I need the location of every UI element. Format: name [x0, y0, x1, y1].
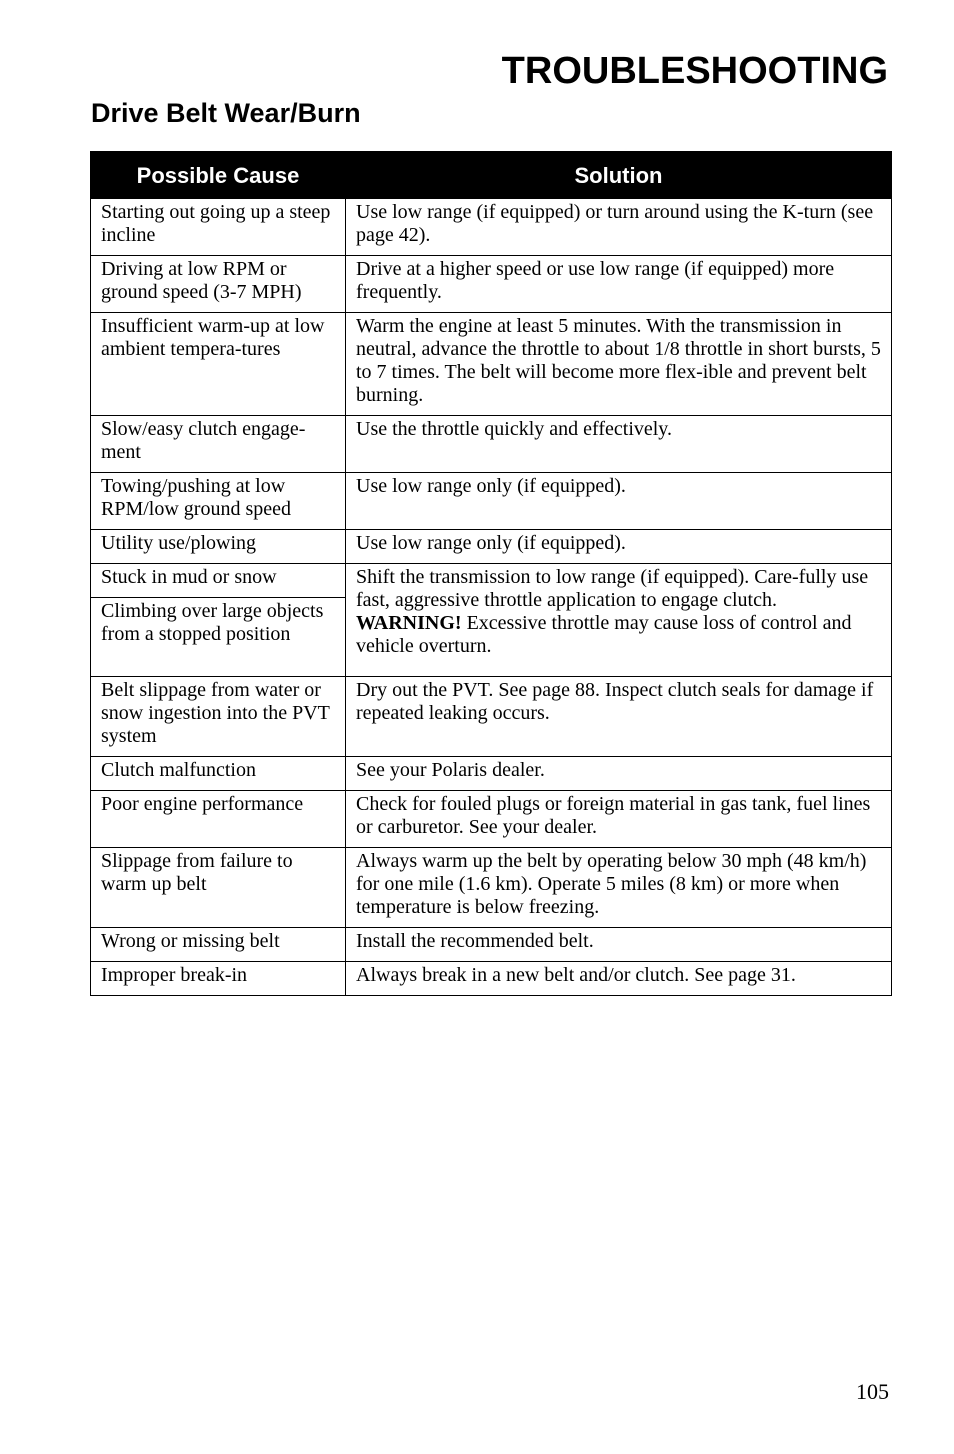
cause-cell: Driving at low RPM or ground speed (3-7 MPH) — [91, 256, 346, 313]
warning-label: WARNING! — [356, 612, 462, 634]
solution-cell — [346, 564, 892, 677]
cause-cell: Wrong or missing belt — [91, 928, 346, 962]
solution-text: Shift the transmission to low range (if equipped). Care-fully use fast, aggressive throttle application to engage clutch. — [356, 566, 869, 611]
table-row — [91, 530, 892, 564]
section-title: Drive Belt Wear/Burn — [91, 98, 361, 128]
solution-cell: Use low range only (if equipped). — [346, 530, 892, 564]
solution-text: Excessive throttle may cause loss of control and vehicle overturn. — [356, 612, 852, 657]
table-row — [91, 256, 892, 313]
table-row — [91, 962, 892, 996]
solution-cell: Warm the engine at least 5 minutes. With the transmission in neutral, advance the throttle to about 1/8 throttle in short bursts, 5 to 7 times. The belt will become more flex-ible and prevent belt burning. — [346, 313, 892, 416]
table-row — [91, 848, 892, 928]
cause-cell: Clutch malfunction — [91, 757, 346, 791]
table-row — [91, 199, 892, 256]
solution-cell: See your Polaris dealer. — [346, 757, 892, 791]
table-row — [91, 473, 892, 530]
cause-cell: Starting out going up a steep incline — [91, 199, 346, 256]
header-possible-cause: Possible Cause — [91, 152, 346, 199]
solution-cell: Install the recommended belt. — [346, 928, 892, 962]
table-row — [91, 791, 892, 848]
cause-cell: Utility use/plowing — [91, 530, 346, 564]
page-number: 105 — [856, 1379, 889, 1404]
cause-cell: Slippage from failure to warm up belt — [91, 848, 346, 928]
table-row — [91, 313, 892, 416]
table-row — [91, 564, 892, 598]
header-solution: Solution — [346, 152, 892, 199]
cause-cell: Insufficient warm-up at low ambient tempera-tures — [91, 313, 346, 416]
page-title: TROUBLESHOOTING — [501, 50, 888, 92]
table-row — [91, 416, 892, 473]
table-header-row — [91, 152, 892, 199]
cause-cell: Towing/pushing at low RPM/low ground speed — [91, 473, 346, 530]
troubleshooting-table — [90, 151, 892, 996]
table-row — [91, 677, 892, 757]
solution-cell: Dry out the PVT. See page 88. Inspect clutch seals for damage if repeated leaking occurs. — [346, 677, 892, 757]
solution-cell: Always warm up the belt by operating below 30 mph (48 km/h) for one mile (1.6 km). Operate 5 miles (8 km) or more when temperature is below freezing. — [346, 848, 892, 928]
solution-cell: Use low range only (if equipped). — [346, 473, 892, 530]
cause-cell: Improper break-in — [91, 962, 346, 996]
cause-cell: Belt slippage from water or snow ingestion into the PVT system — [91, 677, 346, 757]
solution-cell: Drive at a higher speed or use low range (if equipped) more frequently. — [346, 256, 892, 313]
solution-cell: Use low range (if equipped) or turn around using the K-turn (see page 42). — [346, 199, 892, 256]
solution-cell: Always break in a new belt and/or clutch. See page 31. — [346, 962, 892, 996]
table-row — [91, 757, 892, 791]
solution-cell: Check for fouled plugs or foreign material in gas tank, fuel lines or carburetor. See your dealer. — [346, 791, 892, 848]
cause-cell: Slow/easy clutch engage-ment — [91, 416, 346, 473]
cause-cell: Climbing over large objects from a stopped position — [91, 598, 346, 677]
table-row — [91, 928, 892, 962]
cause-cell: Poor engine performance — [91, 791, 346, 848]
solution-cell: Use the throttle quickly and effectively. — [346, 416, 892, 473]
cause-cell: Stuck in mud or snow — [91, 564, 346, 598]
